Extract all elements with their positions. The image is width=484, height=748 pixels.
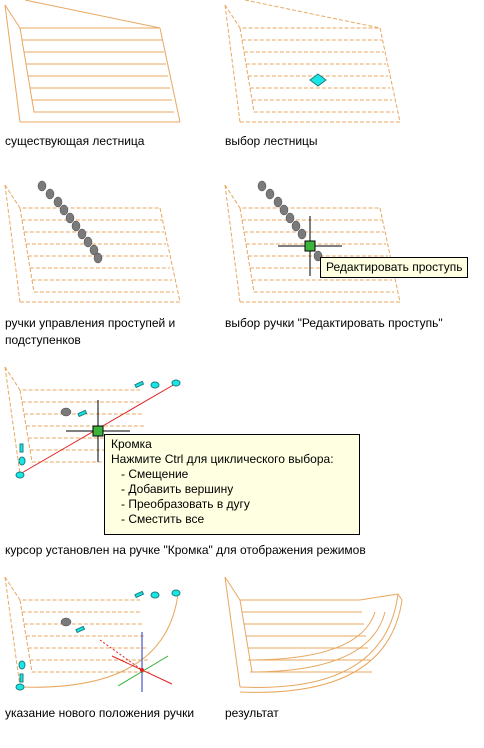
stair-drawing-edit-tread <box>220 180 484 310</box>
tooltip-option-add-vertex: - Добавить вершину <box>121 482 234 496</box>
caption-result: результат <box>225 706 279 720</box>
caption-existing-stair: существующая лестница <box>5 134 145 148</box>
gray-grips <box>38 181 102 263</box>
stair-drawing <box>0 0 200 130</box>
arc-preview <box>20 594 178 687</box>
edge-grip <box>93 426 103 436</box>
stair-drawing-new-position <box>0 572 200 702</box>
tooltip-hint: Нажмите Ctrl для циклического выбора: <box>111 452 334 466</box>
caption-new-position: указание нового положения ручки <box>5 706 195 720</box>
panel-tread-riser-grips <box>0 180 200 310</box>
panel-edge-grip <box>0 362 484 542</box>
panel-existing-stair <box>0 0 200 130</box>
tooltip-option-move-all: - Сместить все <box>121 512 205 526</box>
caption-edit-tread-grip: выбор ручки "Редактировать проступь" <box>225 316 443 330</box>
panel-stair-selection <box>220 0 420 130</box>
tooltip-title: Кромка <box>111 437 152 451</box>
stair-drawing-grips <box>0 180 200 310</box>
stair-drawing-result <box>220 572 420 702</box>
caption-edge-grip-cursor: курсор установлен на ручке "Кромка" для отображения режимов <box>5 543 366 557</box>
caption-tread-riser-grips: ручки управления проступей и подступенков <box>5 316 176 347</box>
caption-stair-selection: выбор лестницы <box>225 134 318 148</box>
tooltip-edit-tread: Редактировать проступь <box>320 257 468 278</box>
ucs-crosshair <box>112 632 172 692</box>
tooltip-option-offset: - Смещение <box>121 467 189 481</box>
stair-drawing-dashed <box>220 0 420 130</box>
selected-grip <box>305 241 315 251</box>
tooltip-edge-modes <box>104 434 360 535</box>
panel-edit-tread-grip <box>220 180 484 310</box>
panel-result <box>220 572 420 702</box>
panel-new-position <box>0 572 200 702</box>
tooltip-option-convert-arc: - Преобразовать в дугу <box>121 497 250 511</box>
